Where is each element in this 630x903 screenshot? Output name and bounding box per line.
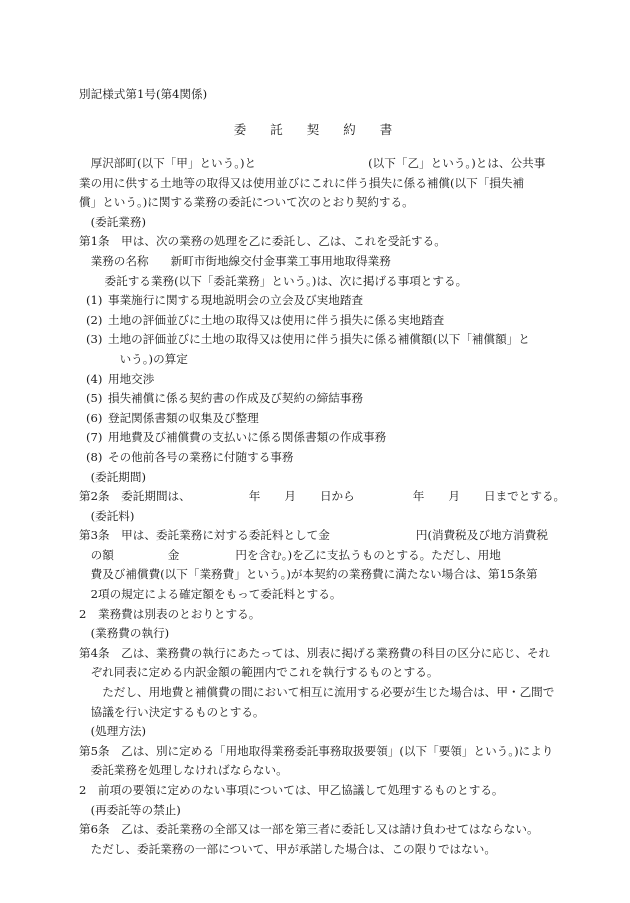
item-number: (8) <box>85 449 103 464</box>
list-item <box>79 291 557 311</box>
article-1-items <box>79 291 557 467</box>
list-item <box>79 389 557 409</box>
service-name-value: 新町市街地線交付金事業工事用地取得業務 <box>170 253 391 268</box>
item-text-line: 用地費及び補償費の支払いに係る関係書類の作成事務 <box>107 430 387 445</box>
article-3-line-2: の額 金 円を含む。)を乙に支払うものとする。ただし、用地 <box>90 547 501 562</box>
article-3-line-3: 費及び補償費(以下「業務費」という。)が本契約の業務費に満たない場合は、第15条第 <box>90 567 538 582</box>
article-1-scope: 委託する業務(以下「委託業務」という。)は、次に掲げる事項とする。 <box>104 273 468 288</box>
list-item <box>79 448 557 468</box>
item-number: (3) <box>85 332 103 347</box>
item-text <box>108 428 557 448</box>
item-text-line: 事業施行に関する現地説明会の立会及び実地踏査 <box>107 293 364 308</box>
article-6-heading: (再委託等の禁止) <box>90 802 181 817</box>
item-number: (6) <box>85 410 103 425</box>
item-text <box>108 291 557 311</box>
preamble-line-3: 償」という。)に関する業務の委託について次のとおり契約する。 <box>79 195 414 210</box>
item-text <box>108 409 557 429</box>
item-text-continuation: いう。)の算定 <box>119 351 188 366</box>
article-1-text: 第1条 甲は、次の業務の処理を乙に委託し、乙は、これを受託する。 <box>79 234 446 249</box>
item-number: (7) <box>85 430 103 445</box>
document-title: 委 託 契 約 書 <box>233 122 403 137</box>
item-number: (4) <box>85 371 103 386</box>
list-item <box>79 330 557 369</box>
article-5-heading: (処理方法) <box>90 724 147 739</box>
preamble-line-2: 業の用に供する土地等の取得又は使用並びにこれに伴う損失に係る補償(以下「損失補 <box>79 175 525 190</box>
item-number: (2) <box>85 312 103 327</box>
form-number: 別記様式第1号(第4関係) <box>79 87 208 101</box>
item-number: (1) <box>85 293 103 308</box>
article-1-heading: (委託業務) <box>90 214 147 229</box>
item-text-line: 登記関係書類の収集及び整理 <box>107 410 259 425</box>
item-text-line: 損失補償に係る契約書の作成及び契約の締結事務 <box>107 391 364 406</box>
item-text <box>108 370 557 390</box>
article-3-heading: (委託料) <box>90 508 135 523</box>
article-5-para-2: 2 前項の要領に定めのない事項については、甲乙協議して処理するものとする。 <box>79 783 504 797</box>
article-3-para-2: 2 業務費は別表のとおりとする。 <box>79 606 261 621</box>
item-text <box>108 311 557 331</box>
contract-body <box>79 154 566 859</box>
item-text <box>108 389 557 409</box>
article-3-line-1: 第3条 甲は、委託業務に対する委託料として金 円(消費税及び地方消費税 <box>79 528 548 543</box>
item-text <box>108 448 557 468</box>
item-number: (5) <box>85 391 103 406</box>
item-text-line: 土地の評価並びに土地の取得又は使用に伴う損失に係る実地踏査 <box>107 312 445 327</box>
service-name-row: 業務の名称 新町市街地線交付金事業工事用地取得業務 <box>90 253 391 268</box>
list-item <box>79 409 557 429</box>
article-5-para-1: 第5条 乙は、別に定める「用地取得業務委託事務取扱要領」(以下「要領」という。)により委託業務を処理しなければならない。 <box>79 743 554 778</box>
list-item <box>79 428 557 448</box>
list-item <box>79 311 557 331</box>
article-4-para-2: ただし、用地費と補償費の間において相互に流用する必要が生じた場合は、甲・乙間で協議を行い決定するものとする。 <box>90 685 555 719</box>
article-2-text: 第2条 委託期間は、 年 月 日から 年 月 日までとする。 <box>79 489 566 504</box>
article-4-para-1: 第4条 乙は、業務費の執行にあたっては、別表に掲げる業務費の科目の区分に応じ、それぞれ同表に定める内訳金額の範囲内でこれを執行するものとする。 <box>79 645 551 680</box>
item-text <box>108 330 557 369</box>
article-3-line-4: 2項の規定による確定額をもって委託料とする。 <box>90 587 342 602</box>
item-text-line: 土地の評価並びに土地の取得又は使用に伴う損失に係る補償額(以下「補償額」と <box>107 332 530 347</box>
article-2-heading: (委託期間) <box>90 469 147 484</box>
item-text-line: 用地交渉 <box>107 371 155 386</box>
article-6-para-2: ただし、委託業務の一部について、甲が承諾した場合は、この限りではない。 <box>90 841 496 856</box>
item-text-line: その他前各号の業務に付随する事務 <box>107 449 294 464</box>
list-item <box>79 370 557 390</box>
article-4-heading: (業務費の執行) <box>90 626 170 641</box>
article-6-para-1: 第6条 乙は、委託業務の全部又は一部を第三者に委託し又は請け負わせてはならない。 <box>79 822 539 837</box>
preamble-line-1: 厚沢部町(以下「甲」という。)と (以下「乙」という。)とは、公共事 <box>90 156 546 170</box>
